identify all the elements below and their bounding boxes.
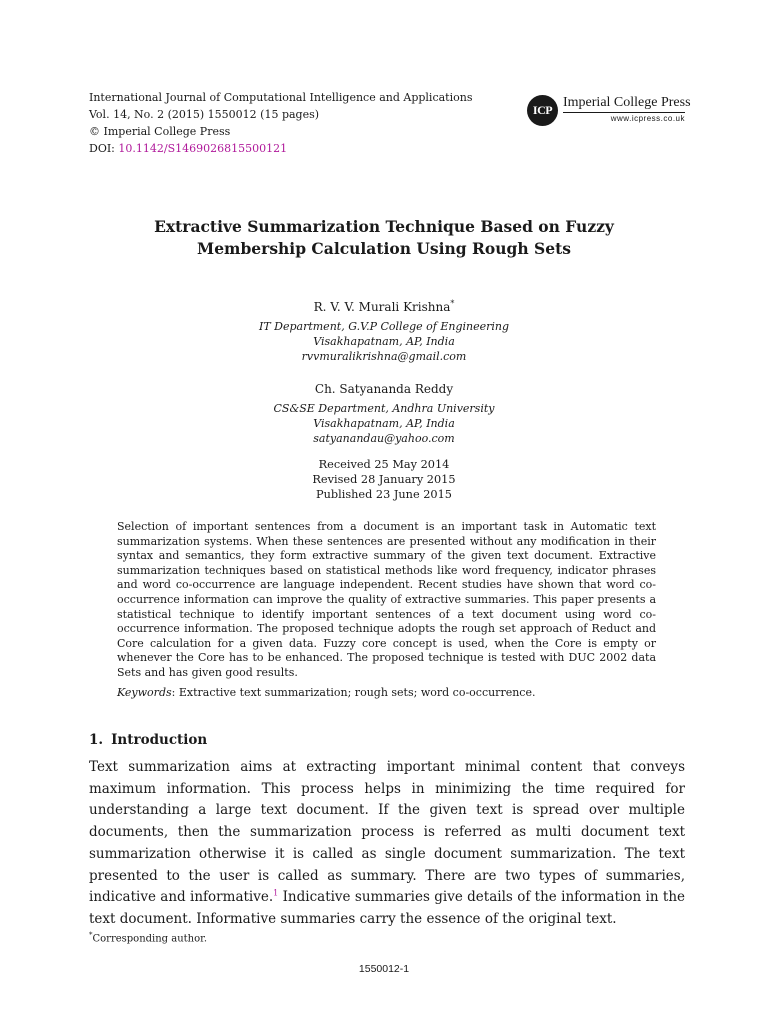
abstract: Selection of important sentences from a document is an important task in Automatic text summarization systems. When these sentences are presented without any modification in their syntax and semantics, they form extractive summary of the given text document. Extractive summarization techniques based on statistical methods like word frequency, indicator phrases and word co-occurrence are language independent. Recent studies have shown that word co-occurrence information can improve the quality of extractive summaries. This paper presents a statistical technique to identify important sentences of a text document using word co-occurrence information. The proposed technique adopts the rough set approach of Reduct and Core calculation for a given data. Fuzzy core concept is used, when the Core is empty or whenever the Core has to be enhanced. The proposed technique is tested with DUC 2002 data Sets and has given good results. bbox=[117, 520, 656, 679]
doi-link[interactable]: 10.1142/S1469026815500121 bbox=[118, 142, 288, 155]
published-date: Published 23 June 2015 bbox=[316, 488, 452, 501]
section-number: 1. bbox=[89, 732, 104, 748]
author-department: CS&SE Department, Andhra University bbox=[273, 402, 495, 415]
author-email[interactable]: satyanandau@yahoo.com bbox=[313, 432, 455, 445]
intro-text-part-2: Indicative summaries give details of the information in the text document. Informative summaries carry the essence of the original text. bbox=[89, 889, 686, 927]
received-date: Received 25 May 2014 bbox=[318, 458, 450, 471]
intro-text-part-1: Text summarization aims at extracting important minimal content that conveys maximum information. This process helps in minimizing the time required for understanding a large text document. If the given text is spread over multiple documents, then the summarization process is referred as multi document text summarization otherwise it is called as single document summarization. The text presented to the user is called as summary. There are two types of summaries, indicative and informative. bbox=[89, 759, 685, 906]
author-block-2 bbox=[100, 377, 668, 446]
title-line-2: Membership Calculation Using Rough Sets bbox=[197, 239, 571, 258]
author-city: Visakhapatnam, AP, India bbox=[313, 417, 455, 430]
publisher-name: Imperial College Press bbox=[563, 95, 691, 110]
footnote-mark: * bbox=[89, 931, 93, 939]
footnote bbox=[89, 928, 207, 946]
icp-badge-icon: ICP bbox=[527, 95, 558, 126]
section-title: Introduction bbox=[111, 732, 208, 748]
keywords-text: : Extractive text summarization; rough sets; word co-occurrence. bbox=[171, 686, 536, 699]
publication-dates bbox=[100, 457, 668, 502]
author-block-1 bbox=[100, 295, 668, 364]
publisher-logo bbox=[527, 95, 691, 125]
journal-doi bbox=[89, 140, 509, 157]
publisher-url: www.icpress.co.uk bbox=[610, 114, 685, 123]
author-name: Ch. Satyananda Reddy bbox=[314, 382, 454, 396]
footnote-text: Corresponding author. bbox=[92, 933, 208, 945]
journal-name: International Journal of Computational Intelligence and Applications bbox=[89, 91, 473, 104]
journal-volume: Vol. 14, No. 2 (2015) 1550012 (15 pages) bbox=[89, 108, 320, 121]
citation-ref[interactable]: 1 bbox=[273, 888, 279, 898]
author-mark: * bbox=[450, 299, 455, 308]
doi-label: DOI: bbox=[89, 142, 119, 155]
title-line-1: Extractive Summarization Technique Based on Fuzzy bbox=[154, 217, 614, 236]
author-department: IT Department, G.V.P College of Engineering bbox=[258, 320, 510, 333]
keywords-label: Keywords bbox=[117, 686, 172, 699]
section-heading bbox=[89, 731, 207, 749]
revised-date: Revised 28 January 2015 bbox=[312, 473, 456, 486]
paper-title bbox=[100, 216, 668, 260]
journal-header bbox=[89, 89, 509, 157]
keywords bbox=[117, 685, 656, 700]
introduction-paragraph bbox=[89, 757, 685, 931]
author-city: Visakhapatnam, AP, India bbox=[313, 335, 455, 348]
journal-copyright: © Imperial College Press bbox=[89, 125, 231, 138]
author-email[interactable]: rvvmuralikrishna@gmail.com bbox=[301, 350, 467, 363]
page-number: 1550012-1 bbox=[358, 963, 410, 975]
author-name: R. V. V. Murali Krishna bbox=[313, 300, 451, 314]
